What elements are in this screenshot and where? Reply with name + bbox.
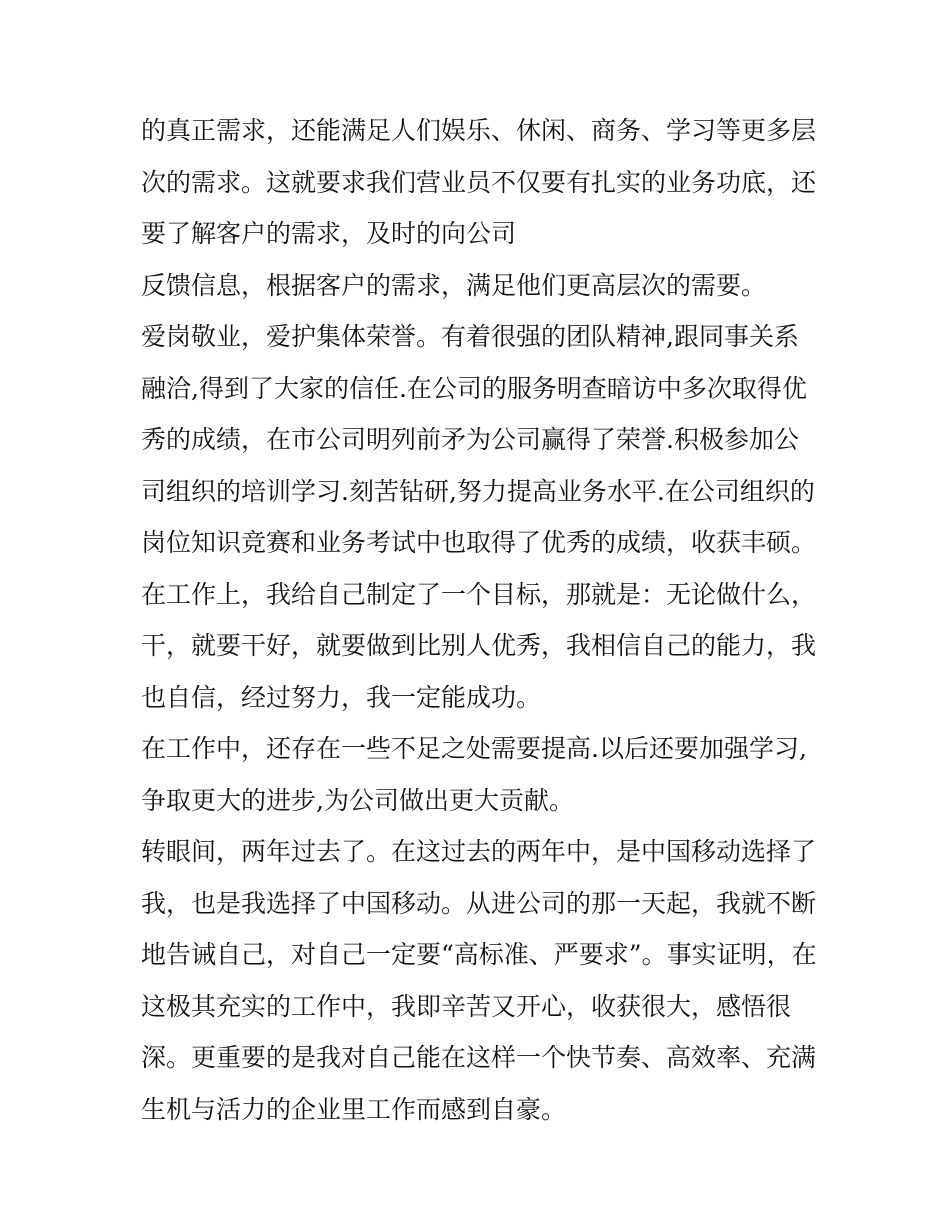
text-line: 转眼间，两年过去了。在这过去的两年中，是中国移动选择了 — [141, 837, 817, 866]
text-line: 要了解客户的需求，及时的向公司 — [141, 219, 517, 248]
text-line: 司组织的培训学习.刻苦钻研,努力提高业务水平.在公司组织的 — [141, 476, 815, 506]
text-line: 融洽,得到了大家的信任.在公司的服务明查暗访中多次取得优 — [141, 373, 807, 403]
text-line: 我，也是我选择了中国移动。从进公司的那一天起，我就不断 — [141, 888, 817, 918]
text-line: 秀的成绩，在市公司明列前矛为公司赢得了荣誉.积极参加公 — [141, 425, 799, 454]
text-line: 爱岗敬业，爱护集体荣誉。有着很强的团队精神,跟同事关系 — [141, 322, 799, 351]
text-line: 争取更大的进步,为公司做出更大贡献。 — [141, 785, 574, 815]
text-line: 反馈信息，根据客户的需求，满足他们更高层次的需要。 — [141, 270, 767, 300]
text-line: 干，就要干好，就要做到比别人优秀，我相信自己的能力，我 — [141, 631, 817, 660]
text-line: 生机与活力的企业里工作而感到自豪。 — [141, 1094, 567, 1124]
text-line: 地告诫自己，对自己一定要“高标准、严要求”。事实证明，在 — [141, 940, 817, 969]
body-text — [141, 105, 821, 1135]
text-line: 岗位知识竞赛和业务考试中也取得了优秀的成绩，收获丰硕。 — [141, 528, 817, 557]
text-line: 在工作上，我给自己制定了一个目标，那就是：无论做什么， — [141, 579, 817, 609]
text-line: 次的需求。这就要求我们营业员不仅要有扎实的业务功底，还 — [141, 167, 817, 197]
text-line: 这极其充实的工作中，我即辛苦又开心，收获很大，感悟很 — [141, 991, 792, 1021]
text-line: 也自信，经过努力，我一定能成功。 — [141, 682, 542, 712]
text-line: 在工作中，还存在一些不足之处需要提高.以后还要加强学习, — [141, 734, 807, 763]
text-line: 深。更重要的是我对自己能在这样一个快节奏、高效率、充满 — [141, 1043, 817, 1072]
text-line: 的真正需求，还能满足人们娱乐、休闲、商务、学习等更多层 — [141, 116, 817, 145]
